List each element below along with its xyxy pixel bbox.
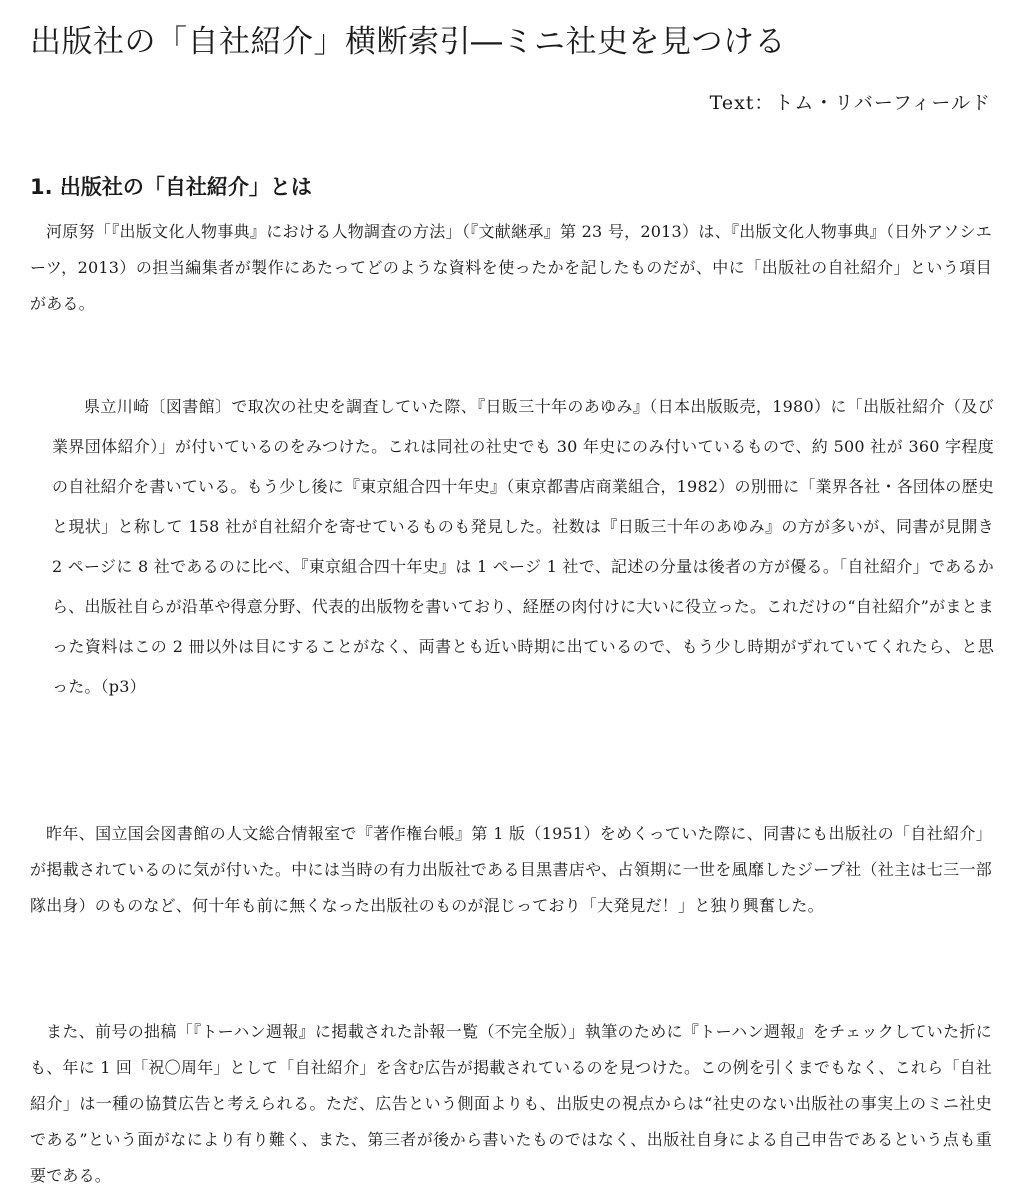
paragraph-intro: 河原努「『出版文化人物事典』における人物調査の方法」（『文献継承』第 23 号，2013）は、『出版文化人物事典』（日外アソシエーツ，2013）の担当編集者が製作にあたってどのような資料を使ったかを記したものだが、中に「出版社の自社紹介」という項目がある。 (30, 222, 992, 313)
paragraph-copyright-ledger: 昨年、国立国会図書館の人文総合情報室で『著作権台帳』第 1 版（1951）をめくっていた際に、同書にも出版社の「自社紹介」が掲載されているのに気が付いた。中には当時の有力出版社である目黒書店や、占領期に一世を風靡したジープ社（社主は七三一部隊出身）のものなど、何十年も前に無くなった出版社のものが混じっており「大発見だ！」と独り興奮した。 (30, 824, 992, 915)
block-quote: 県立川崎〔図書館〕で取次の社史を調査していた際、『日販三十年のあゆみ』（日本出版販売，1980）に「出版社紹介（及び業界団体紹介）」が付いているのをみつけた。これは同社の社史でも 30 年史にのみ付いているもので、約 500 社が 360 字程度の自社紹介を書いている。もう少し後に『東京組合四十年史』（東京都書店商業組合，1982）の別冊に「業界各社・各団体の歴史と現状」と称して 158 社が自社紹介を寄せているものも発見した。社数は『日販三十年のあゆみ』の方が多いが、同書が見開き 2 ページに 8 社であるのに比べ、『東京組合四十年史』は 1 ページ 1 社で、記述の分量は後者の方が優る。「自社紹介」であるから、出版社自らが沿革や得意分野、代表的出版物を書いており、経歴の肉付けに大いに役立った。これだけの“自社紹介”がまとまった資料はこの 2 冊以外は目にすることがなく、両書とも近い時期に出ているので、もう少し時期がずれていてくれたら、と思った。（p3） (52, 397, 994, 696)
section-heading: 1. 出版社の「自社紹介」とは (30, 175, 312, 199)
paragraph-tohan-weekly: また、前号の拙稿「『トーハン週報』に掲載された訃報一覧（不完全版）」執筆のために『トーハン週報』をチェックしていた折にも、年に 1 回「祝〇周年」として「自社紹介」を含む広告が掲載されているのを見つけた。この例を引くまでもなく、これら「自社紹介」は一種の協賛広告と考えられる。ただ、広告という側面よりも、出版史の視点からは“社史のない出版社の事実上のミニ社史である”という面がなにより有り難く、また、第三者が後から書いたものではなく、出版社自身による自己申告であるという点も重要である。 (30, 1022, 992, 1185)
article-title: 出版社の「自社紹介」横断索引―ミニ社史を見つける (30, 24, 786, 60)
article-byline: Text：トム・リバーフィールド (709, 92, 991, 114)
